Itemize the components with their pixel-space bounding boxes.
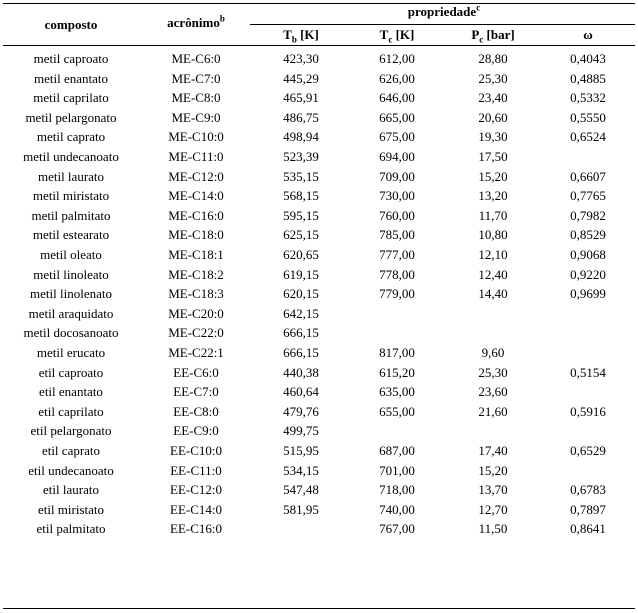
acronym: EE-C16:0	[170, 521, 222, 537]
pc-value: 12,70	[478, 501, 508, 517]
acronym: ME-C6:0	[171, 51, 221, 66]
header-rule	[3, 45, 635, 46]
table-row	[3, 265, 635, 285]
table-row	[3, 323, 635, 343]
pc-value: 12,40	[478, 266, 508, 282]
tb-value: 465,91	[283, 90, 319, 106]
tb-value: 445,29	[283, 70, 319, 86]
table-row	[3, 225, 635, 245]
pc-value: 13,20	[478, 188, 508, 204]
omega-value: 0,8641	[570, 521, 606, 537]
header-composto: composto	[44, 17, 98, 32]
table-row	[3, 441, 635, 461]
tb-value: 666,15	[283, 325, 319, 341]
acronym: ME-C14:0	[168, 188, 224, 204]
tc-value: 817,00	[379, 345, 415, 360]
tb-value: 581,95	[283, 501, 319, 517]
compound-name: metil docosanoato	[23, 325, 119, 341]
pc-value: 21,60	[478, 403, 508, 419]
pc-value: 23,60	[478, 384, 508, 400]
pc-value: 12,10	[478, 247, 508, 262]
pc-value: 19,30	[478, 129, 508, 145]
omega-value: 0,5332	[570, 90, 606, 106]
compound-name: metil estearato	[32, 227, 110, 243]
compound-name: metil linoleato	[33, 266, 109, 282]
compound-name: metil palmitato	[31, 207, 111, 223]
bottom-rule	[3, 608, 635, 609]
tc-value: 779,00	[379, 286, 415, 302]
omega-value: 0,9068	[570, 247, 606, 262]
table-row	[3, 363, 635, 383]
tc-value: 612,00	[379, 51, 415, 66]
table-row	[3, 167, 635, 187]
tc-value: 665,00	[379, 109, 415, 125]
compound-name: metil caprato	[36, 129, 106, 145]
acronym: EE-C7:0	[173, 384, 219, 400]
acronym: ME-C12:0	[168, 168, 224, 184]
omega-value: 0,8529	[570, 227, 606, 243]
header-propriedade: propriedade$^c$	[407, 2, 481, 19]
compound-name: metil caprilato	[33, 90, 109, 106]
omega-value: 0,6783	[570, 482, 606, 498]
tb-value: 423,30	[283, 51, 319, 66]
acronym: EE-C10:0	[170, 443, 222, 458]
table-row	[3, 343, 635, 363]
omega-value: 0,6524	[570, 129, 606, 145]
pc-value: 28,80	[478, 51, 508, 66]
pc-value: 25,30	[478, 364, 508, 380]
table-row	[3, 206, 635, 226]
tc-value: 626,00	[379, 70, 415, 86]
pc-value: 14,40	[478, 286, 508, 302]
compound-name: etil caproato	[38, 364, 104, 380]
acronym: ME-C18:1	[168, 247, 224, 262]
table-row	[3, 49, 635, 69]
compound-name: metil araquidato	[28, 305, 114, 321]
tc-value: 740,00	[379, 501, 415, 517]
tb-value: 498,94	[283, 129, 319, 145]
pc-value: 25,30	[478, 70, 508, 86]
tc-value: 655,00	[379, 403, 415, 419]
tc-value: 675,00	[379, 129, 415, 145]
tc-value: 777,00	[379, 247, 415, 262]
pc-value: 15,20	[478, 462, 508, 478]
omega-value: 0,5550	[570, 109, 606, 125]
compound-name: metil caproato	[33, 51, 109, 66]
omega-value: 0,4043	[570, 51, 606, 66]
table-row	[3, 88, 635, 108]
acronym: ME-C7:0	[171, 70, 221, 86]
tb-value: 547,48	[283, 482, 319, 498]
omega-value: 0,9699	[570, 286, 606, 302]
compound-name: metil laurato	[37, 168, 105, 184]
tc-value: 709,00	[379, 168, 415, 184]
tb-value: 499,75	[283, 423, 319, 439]
tb-value: 620,15	[283, 286, 319, 302]
tc-value: 730,00	[379, 188, 415, 204]
tb-value: 666,15	[283, 345, 319, 360]
compound-name: etil caprato	[41, 443, 101, 458]
pc-value: 15,20	[478, 168, 508, 184]
omega-value: 0,5154	[570, 364, 606, 380]
acronym: EE-C12:0	[170, 482, 222, 498]
tb-value: 535,15	[283, 168, 319, 184]
acronym: EE-C9:0	[173, 423, 219, 439]
tb-value: 440,38	[283, 364, 319, 380]
omega-value: 0,7897	[570, 501, 606, 517]
table-row	[3, 304, 635, 324]
table-row	[3, 500, 635, 520]
tc-value: 646,00	[379, 90, 415, 106]
table-row	[3, 421, 635, 441]
compound-name: metil linolenato	[30, 286, 112, 302]
compound-name: etil undecanoato	[28, 462, 114, 478]
table-row	[3, 382, 635, 402]
table-row	[3, 147, 635, 167]
omega-value: 0,7982	[570, 207, 606, 223]
tc-value: 701,00	[379, 462, 415, 478]
compound-name: metil enantato	[33, 70, 108, 86]
tb-value: 460,64	[283, 384, 319, 400]
compound-name: etil palmitato	[36, 521, 106, 537]
acronym: ME-C22:0	[168, 325, 224, 341]
acronym: ME-C18:3	[168, 286, 224, 302]
pc-value: 17,50	[478, 149, 508, 164]
table-row	[3, 127, 635, 147]
pc-value: 11,50	[478, 521, 508, 537]
header-pc: $P_c$ [bar]	[471, 27, 515, 45]
acronym: EE-C11:0	[170, 462, 222, 478]
acronym: EE-C8:0	[173, 403, 219, 419]
tb-value: 625,15	[283, 227, 319, 243]
header-acronimo: acrônimo$^b$	[167, 13, 225, 30]
omega-value: 0,5916	[570, 403, 606, 419]
acronym: ME-C10:0	[168, 129, 224, 145]
tb-value: 619,15	[283, 266, 319, 282]
pc-value: 20,60	[478, 109, 508, 125]
tb-value: 620,65	[283, 247, 319, 262]
tb-value: 595,15	[283, 207, 319, 223]
pc-value: 11,70	[478, 207, 508, 223]
omega-value: 0,4885	[570, 70, 606, 86]
pc-value: 13,70	[478, 482, 508, 498]
tc-value: 760,00	[379, 207, 415, 223]
compound-name: etil miristato	[37, 501, 105, 517]
tb-value: 479,76	[283, 403, 319, 419]
tc-value: 785,00	[379, 227, 415, 243]
table-row	[3, 480, 635, 500]
table-row	[3, 402, 635, 422]
acronym: ME-C11:0	[168, 149, 224, 164]
acronym: EE-C6:0	[173, 364, 219, 380]
compound-name: etil enantato	[39, 384, 103, 400]
tb-value: 642,15	[283, 305, 319, 321]
compound-name: metil oleato	[40, 247, 102, 262]
header-tc: $T_c$ [K]	[379, 27, 415, 45]
compound-name: etil pelargonato	[30, 423, 112, 439]
tc-value: 694,00	[379, 149, 415, 164]
tb-value: 515,95	[283, 443, 319, 458]
tc-value: 687,00	[379, 443, 415, 458]
acronym: ME-C20:0	[168, 305, 224, 321]
acronym: ME-C9:0	[171, 109, 221, 125]
omega-value: 0,6529	[570, 443, 606, 458]
table-row	[3, 461, 635, 481]
acronym: EE-C14:0	[170, 501, 222, 517]
pc-value: 10,80	[478, 227, 508, 243]
compound-name: etil caprilato	[38, 403, 104, 419]
table-row	[3, 69, 635, 89]
tc-value: 778,00	[379, 266, 415, 282]
compound-name: metil miristato	[32, 188, 110, 204]
acronym: ME-C18:2	[168, 266, 224, 282]
omega-value: 0,6607	[570, 168, 606, 184]
tc-value: 635,00	[379, 384, 415, 400]
header-omega: ω	[583, 27, 593, 42]
acronym: ME-C22:1	[168, 345, 224, 360]
property-group-rule	[250, 24, 635, 25]
acronym: ME-C16:0	[168, 207, 224, 223]
table-row	[3, 108, 635, 128]
pc-value: 17,40	[478, 443, 508, 458]
omega-value: 0,7765	[570, 188, 606, 204]
tb-value: 486,75	[283, 109, 319, 125]
table-row	[3, 186, 635, 206]
table-row	[3, 284, 635, 304]
tb-value: 523,39	[283, 149, 319, 164]
pc-value: 9,60	[481, 345, 505, 360]
compound-name: metil pelargonato	[25, 109, 117, 125]
table-row	[3, 519, 635, 539]
tc-value: 767,00	[379, 521, 415, 537]
compound-name: metil erucato	[36, 345, 106, 360]
header-tb: $T_b$ [K]	[283, 27, 319, 45]
omega-value: 0,9220	[570, 266, 606, 282]
compound-name: metil undecanoato	[23, 149, 119, 164]
acronym: ME-C8:0	[171, 90, 221, 106]
acronym: ME-C18:0	[168, 227, 224, 243]
tb-value: 568,15	[283, 188, 319, 204]
compound-name: etil laurato	[43, 482, 99, 498]
tb-value: 534,15	[283, 462, 319, 478]
pc-value: 23,40	[478, 90, 508, 106]
tc-value: 718,00	[379, 482, 415, 498]
tc-value: 615,20	[379, 364, 415, 380]
table-row	[3, 245, 635, 265]
